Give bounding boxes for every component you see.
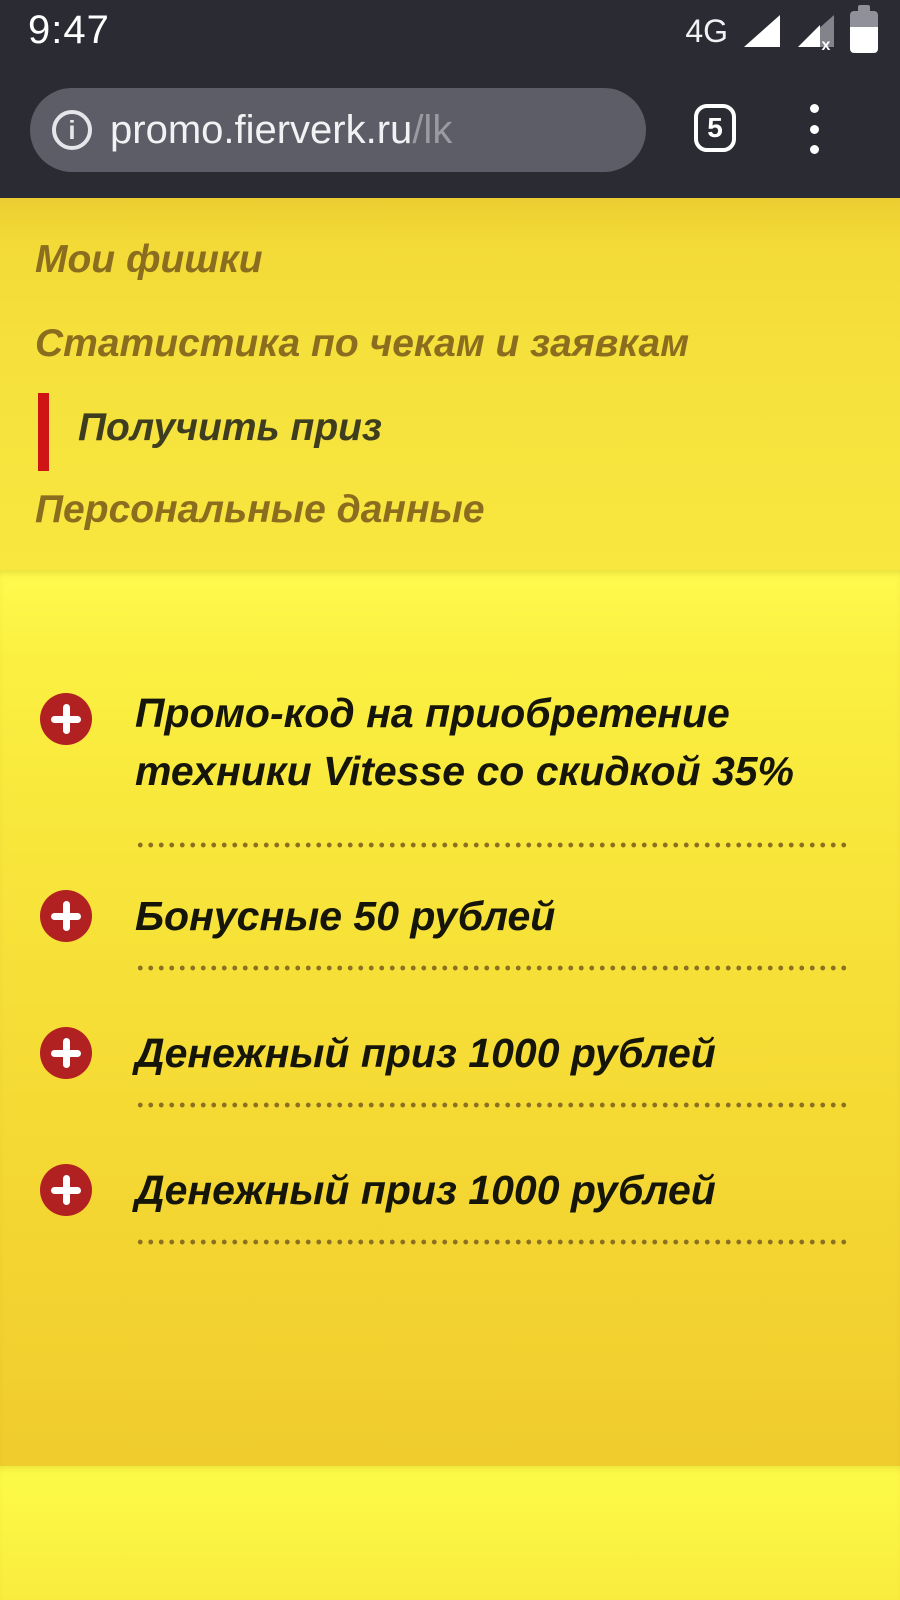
nav-item-statistics[interactable]: Статистика по чекам и заявкам — [35, 322, 690, 365]
active-item-marker — [38, 393, 49, 471]
signal-strength-icon — [742, 11, 782, 51]
prize-label[interactable]: Промо-код на приобретение техники Vitesse со скидкой 35% — [135, 690, 795, 794]
account-nav-menu — [0, 198, 900, 570]
url-host: promo.fierverk.ru — [110, 107, 413, 152]
dot — [810, 145, 819, 154]
prize-label[interactable]: Денежный приз 1000 рублей — [135, 1030, 716, 1076]
prize-list-panel — [0, 570, 900, 1466]
status-icons — [685, 0, 878, 62]
add-prize-button[interactable] — [40, 693, 92, 745]
page-info-icon[interactable]: i — [52, 110, 92, 150]
battery-icon — [850, 11, 878, 53]
footer-band — [0, 1466, 900, 1600]
prize-label[interactable]: Бонусные 50 рублей — [135, 893, 556, 939]
nav-item-personal-data[interactable]: Персональные данные — [35, 488, 485, 531]
dotted-divider — [135, 965, 847, 971]
network-type-label: 4G — [685, 12, 728, 49]
svg-text:x: x — [821, 37, 831, 51]
tab-switcher-button[interactable] — [690, 100, 740, 156]
nav-item-my-chips[interactable]: Мои фишки — [35, 238, 263, 281]
plus-icon — [51, 1038, 81, 1068]
clock: 9:47 — [28, 8, 110, 52]
url-path: /lk — [412, 107, 453, 152]
browser-toolbar — [0, 62, 900, 198]
add-prize-button[interactable] — [40, 1164, 92, 1216]
url-text[interactable] — [110, 108, 452, 153]
nav-item-get-prize[interactable]: Получить приз — [78, 406, 382, 449]
dot — [810, 104, 819, 113]
plus-icon — [51, 1175, 81, 1205]
tab-count-badge: 5 — [694, 104, 736, 152]
dot — [810, 125, 819, 134]
signal-no-internet-icon — [796, 11, 836, 51]
plus-icon — [51, 901, 81, 931]
plus-icon — [51, 704, 81, 734]
address-bar[interactable] — [30, 88, 646, 172]
status-bar — [0, 0, 900, 62]
dotted-divider — [135, 1239, 847, 1245]
dotted-divider — [135, 842, 847, 848]
dotted-divider — [135, 1102, 847, 1108]
add-prize-button[interactable] — [40, 890, 92, 942]
add-prize-button[interactable] — [40, 1027, 92, 1079]
browser-menu-button[interactable] — [800, 102, 828, 156]
prize-label[interactable]: Денежный приз 1000 рублей — [135, 1167, 716, 1213]
